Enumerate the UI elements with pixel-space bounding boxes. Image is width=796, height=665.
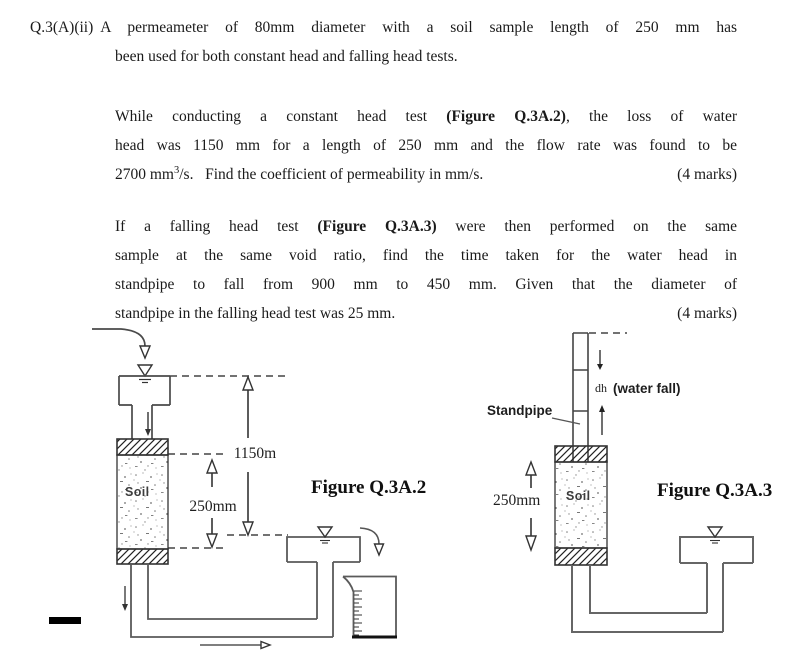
question-number: Q.3(A)(ii): [30, 19, 94, 36]
inlet-pipe: [92, 329, 150, 358]
soil-label: Soil: [125, 485, 150, 499]
bottom-pipework: [131, 564, 333, 637]
paragraph2-line2: [115, 131, 737, 160]
paragraph3-line2: [115, 241, 737, 270]
paragraph1-line2: [115, 42, 737, 71]
paragraph1-line1-text: A permeameter of 80mm diameter with a soil sample length of 250 mm has: [100, 19, 737, 36]
sample-length-dimension: [493, 462, 540, 550]
head-loss-value: 1150m: [233, 445, 277, 462]
top-porous-cap: [117, 439, 168, 455]
soil-column: [555, 446, 607, 565]
soil-sample: [117, 455, 168, 549]
figure-q3a2-reference: (Figure Q.3A.2): [446, 108, 566, 125]
sample-length-value: 250mm: [189, 498, 237, 515]
rise-arrow-icon: [599, 405, 605, 435]
water-fall-label: (water fall): [613, 381, 681, 396]
paragraph3-line1-post: were then performed on the same: [436, 218, 738, 235]
water-fall-arrow-icon: [597, 350, 603, 370]
head-loss-dimension: [234, 377, 276, 535]
paragraph2-line1: [115, 102, 737, 131]
soil-sample: [555, 462, 607, 548]
constant-head-paragraph: [115, 102, 737, 189]
inlet-arrow-icon: [140, 346, 150, 358]
top-porous-cap: [555, 446, 607, 462]
figure-q3a3-caption: Figure Q.3A.3: [657, 480, 773, 501]
overflow-arrow: [360, 528, 384, 555]
inflow-arrow-icon: [145, 412, 151, 436]
flow-direction-arrow: [200, 642, 270, 649]
paragraph3-line2-text: sample at the same void ratio, find the time taken for the water head in: [115, 247, 737, 264]
outflow-arrow-icon: [122, 586, 128, 611]
figure-q3a2-diagram: [55, 315, 460, 665]
outlet-tank: [680, 537, 753, 632]
soil-label: Soil: [566, 489, 591, 503]
marks-badge-2: (4 marks): [677, 305, 737, 322]
sample-length-dimension: [189, 460, 236, 547]
reservoir-water-level-icon: [138, 365, 152, 383]
find-permeability-text: /s. Find the coefficient of permeability in mm/s.: [179, 166, 484, 183]
tailwater-level-icon: [318, 527, 332, 543]
outlet-tank: [287, 537, 360, 637]
paragraph3-line3-text: standpipe to fall from 900 mm to 450 mm. Given that the diameter of: [115, 276, 737, 293]
tailwater-level-icon: [708, 527, 722, 543]
falling-head-paragraph: [115, 212, 737, 328]
paragraph1-line2-text: been used for both constant head and falling head tests.: [115, 48, 458, 65]
marks-badge-1: (4 marks): [677, 166, 737, 183]
bottom-porous-cap: [555, 548, 607, 565]
overflow-arrowhead-icon: [375, 544, 384, 555]
flow-rate-text: 2700 mm: [115, 166, 174, 183]
figure-q3a3-reference: (Figure Q.3A.3): [317, 218, 437, 235]
paragraph1-line1: [30, 13, 737, 42]
paragraph3-line1-pre: If a falling head test: [115, 218, 318, 235]
soil-column: [117, 439, 168, 564]
paragraph2-line1-post: , the loss of water: [565, 108, 738, 125]
paragraph3-line4-left: standpipe in the falling head test was 25 mm.: [115, 305, 396, 322]
standpipe-label: Standpipe: [487, 403, 553, 418]
standpipe-pointer-line: [552, 418, 580, 424]
figure-q3a2-caption: Figure Q.3A.2: [311, 477, 427, 498]
superscript-3: 3: [174, 164, 180, 176]
bottom-pipework: [572, 565, 723, 632]
dh-label: dh: [595, 381, 607, 395]
margin-mark: [49, 617, 81, 624]
paragraph2-line3-left: [115, 160, 483, 189]
paragraph3-line1: [115, 212, 737, 241]
paragraph2-line3: [115, 160, 737, 189]
graduation-marks: [354, 591, 362, 635]
header-reservoir: [119, 376, 170, 439]
figure-q3a3-diagram: [460, 320, 795, 650]
paragraph3-line3: [115, 270, 737, 299]
measuring-cylinder: [343, 577, 397, 638]
sample-length-value: 250mm: [493, 492, 541, 509]
paragraph2-line2-text: head was 1150 mm for a length of 250 mm and the flow rate was found to be: [115, 137, 737, 154]
paragraph2-line1-pre: While conducting a constant head test: [115, 108, 447, 125]
question-text-block: [0, 0, 796, 328]
bottom-porous-cap: [117, 549, 168, 564]
